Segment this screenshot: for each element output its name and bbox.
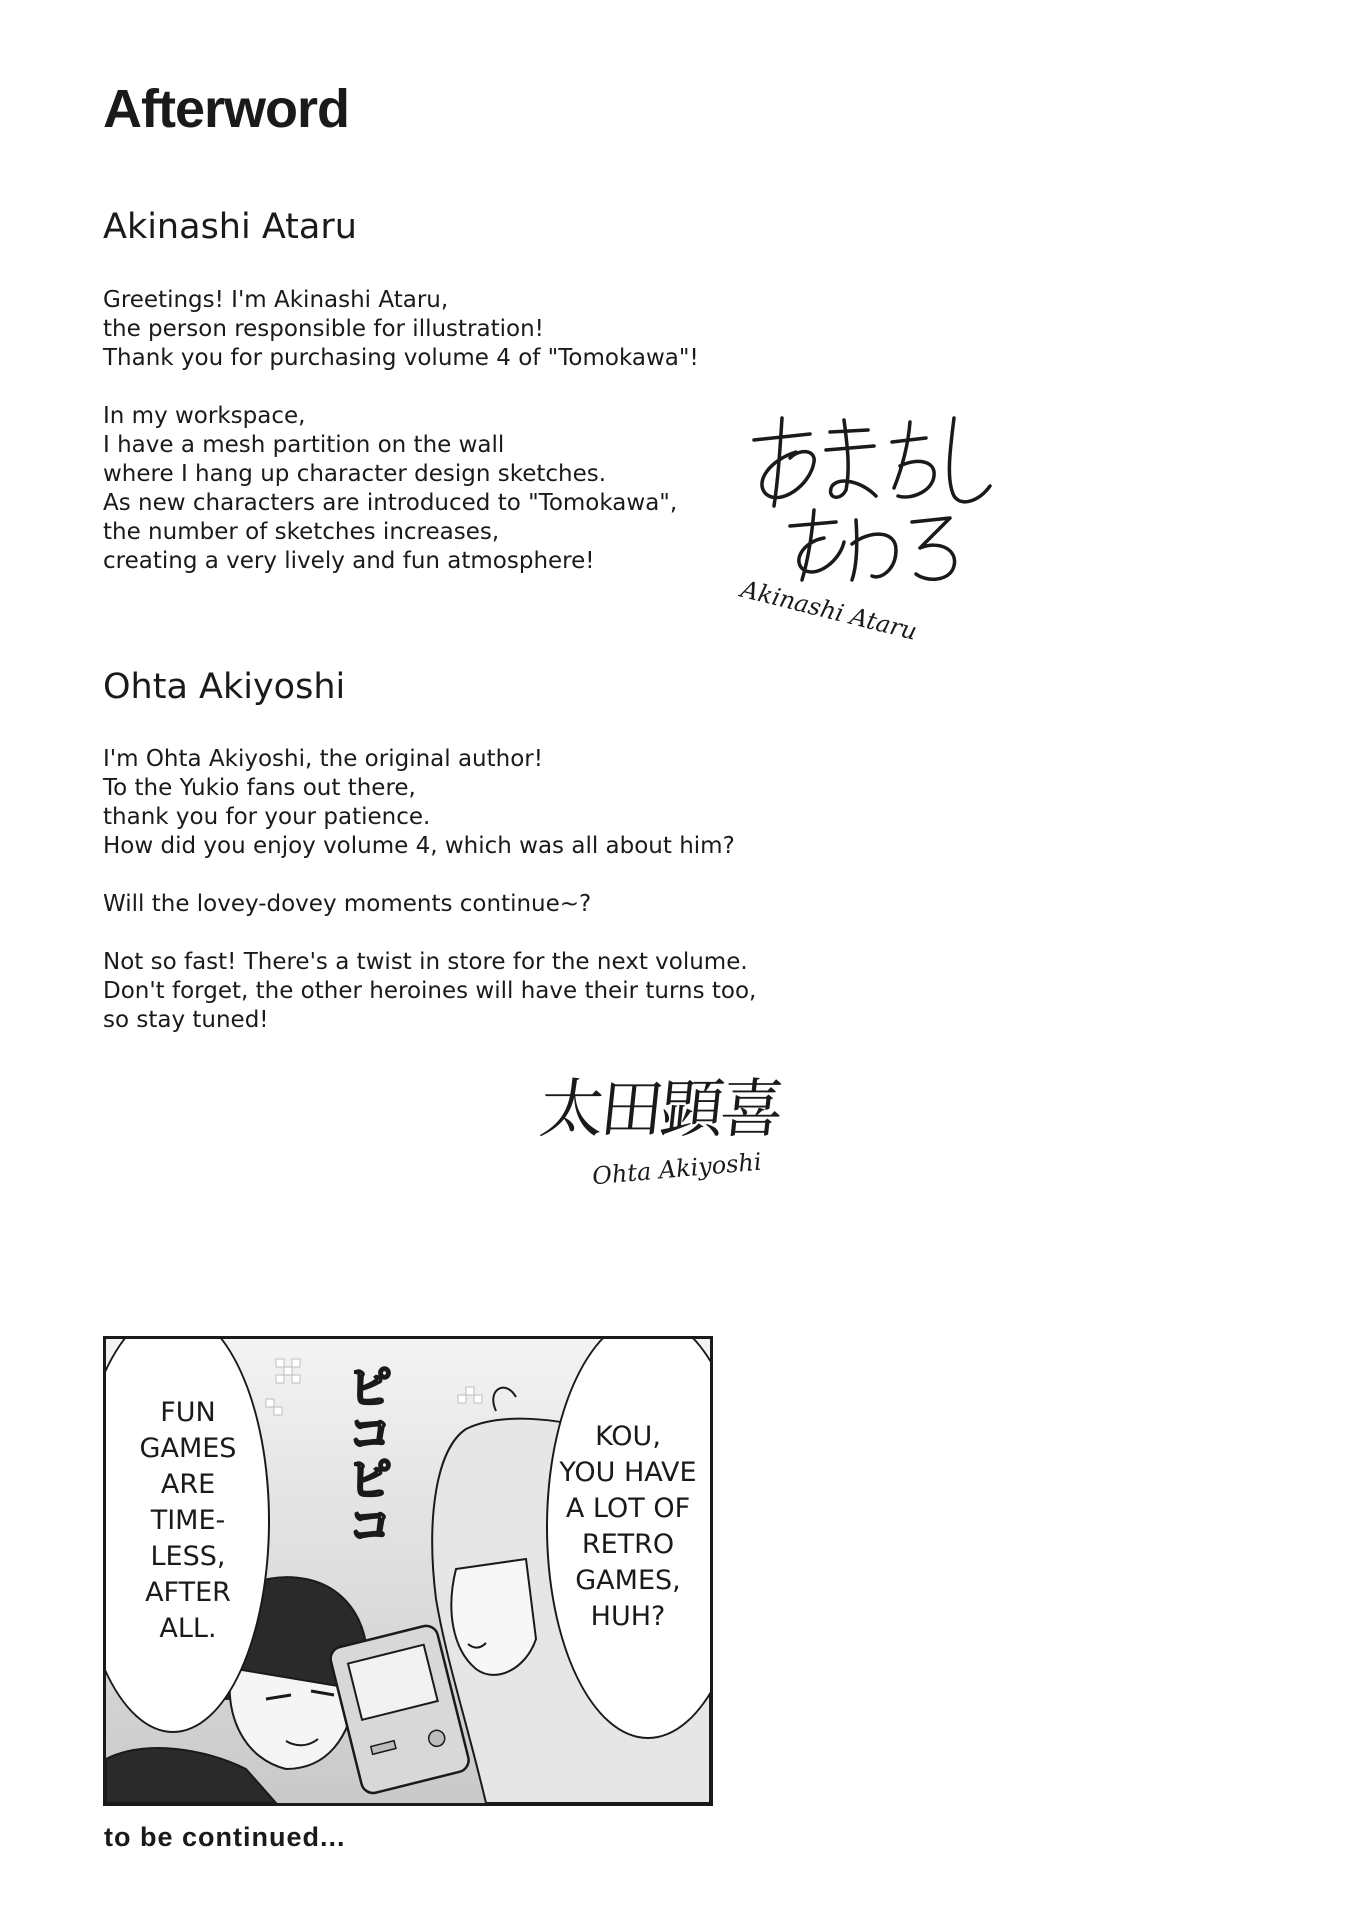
- text-line: As new characters are introduced to "Tomokawa",: [103, 490, 678, 516]
- text-line: thank you for your patience.: [103, 804, 431, 830]
- text-line: How did you enjoy volume 4, which was all about him?: [103, 833, 735, 859]
- ohta-question-paragraph: [103, 890, 591, 919]
- to-be-continued-label: to be continued...: [104, 1822, 346, 1852]
- akinashi-workspace-paragraph: [103, 402, 677, 576]
- text-line: I have a mesh partition on the wall: [103, 432, 505, 458]
- text-line: so stay tuned!: [103, 1007, 269, 1033]
- text-line: where I hang up character design sketches.: [103, 461, 607, 487]
- akinashi-signature-drawing: [740, 410, 1000, 590]
- akinashi-greeting-paragraph: [103, 286, 699, 373]
- speech-bubble-right-text: KOU, YOU HAVE A LOT OF RETRO GAMES, HUH?: [559, 1421, 697, 1632]
- text-line: I'm Ohta Akiyoshi, the original author!: [103, 746, 543, 772]
- text-line: Thank you for purchasing volume 4 of "Tomokawa"!: [103, 345, 699, 371]
- text-line: In my workspace,: [103, 403, 306, 429]
- section-heading-akinashi: Akinashi Ataru: [103, 207, 357, 247]
- text-line: creating a very lively and fun atmosphere!: [103, 548, 595, 574]
- text-line: the person responsible for illustration!: [103, 316, 544, 342]
- speech-bubble-left-text: FUN GAMES ARE TIME- LESS, AFTER ALL.: [139, 1397, 237, 1644]
- text-line: Will the lovey-dovey moments continue~?: [103, 891, 592, 917]
- text-line: Don't forget, the other heroines will have their turns too,: [103, 978, 757, 1004]
- text-line: the number of sketches increases,: [103, 519, 500, 545]
- page-title: Afterword: [103, 79, 349, 139]
- comic-panel: [103, 1336, 713, 1806]
- ohta-signature: [536, 1073, 784, 1191]
- akinashi-signature-romaji: Akinashi Ataru: [738, 575, 920, 646]
- text-line: To the Yukio fans out there,: [103, 775, 416, 801]
- ohta-signature-kanji: 太田顕喜: [536, 1073, 784, 1147]
- text-line: Not so fast! There's a twist in store for the next volume.: [103, 949, 748, 975]
- section-heading-ohta: Ohta Akiyoshi: [103, 667, 346, 707]
- ohta-signature-romaji: Ohta Akiyoshi: [591, 1147, 763, 1191]
- ohta-twist-paragraph: [103, 948, 756, 1035]
- text-line: Greetings! I'm Akinashi Ataru,: [103, 287, 449, 313]
- ohta-intro-paragraph: [103, 745, 735, 861]
- sound-effect-text: ピコピコ: [340, 1363, 394, 1547]
- akinashi-signature: [738, 410, 1000, 646]
